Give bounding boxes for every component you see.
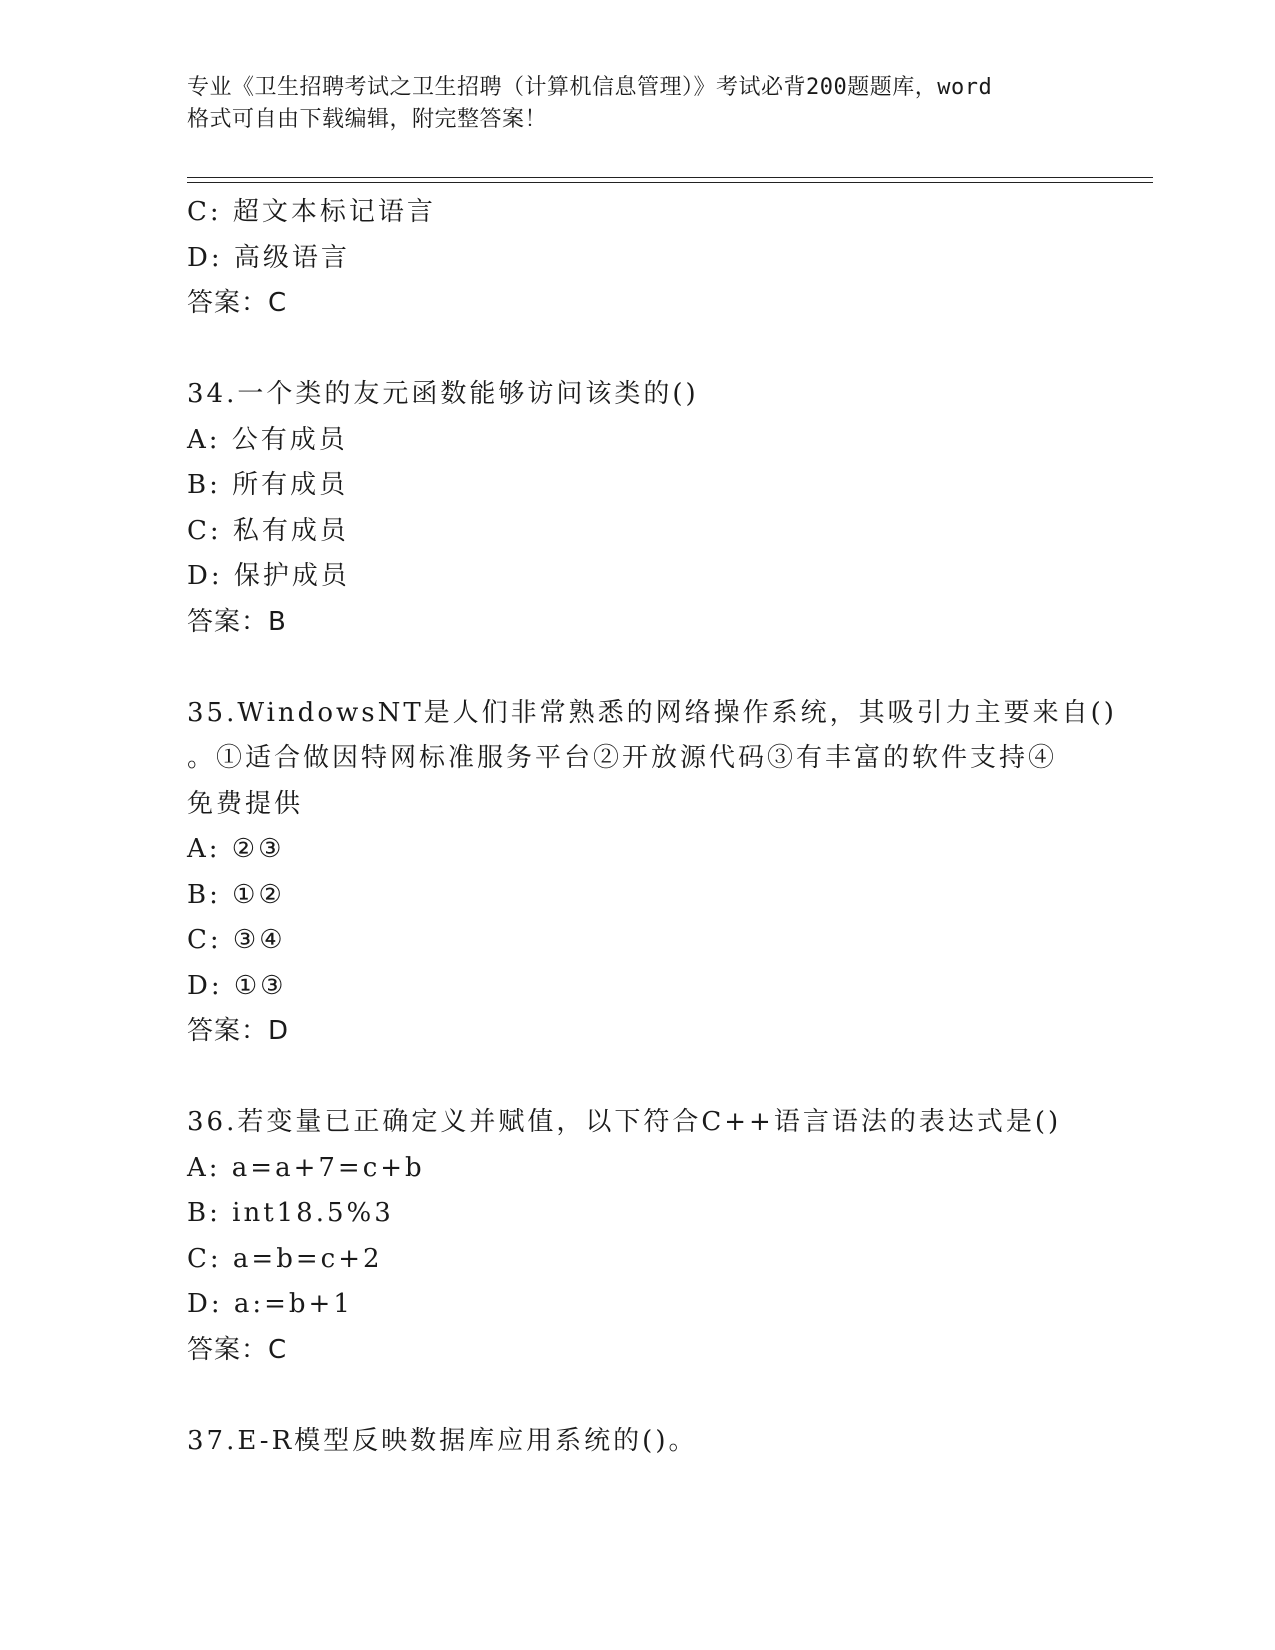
option-c: C: 私有成员 (187, 515, 349, 546)
question-stem: 37.E-R模型反映数据库应用系统的()。 (187, 1425, 698, 1456)
option-b: B: 所有成员 (187, 470, 349, 500)
option-d: D: 保护成员 (187, 561, 350, 591)
question-stem: 36.若变量已正确定义并赋值，以下符合C++语言语法的表达式是() (187, 1107, 1062, 1137)
question-stem-line-1: 35.WindowsNT是人们非常熟悉的网络操作系统，其吸引力主要来自() (187, 697, 1117, 728)
answer-label: 答案：D (187, 1016, 290, 1046)
question-36 (187, 1100, 1087, 1373)
spacer (187, 1055, 1087, 1101)
option-a: A: a=a+7=c+b (187, 1152, 425, 1183)
question-37 (187, 1419, 1087, 1465)
answer-label: 答案：C (187, 288, 288, 318)
option-c: C: a=b=c+2 (187, 1243, 383, 1274)
spacer (187, 1373, 1087, 1419)
option-b: B: int18.5%3 (187, 1198, 394, 1228)
option-a: A: 公有成员 (187, 424, 348, 455)
header-rule-bottom (187, 182, 1153, 183)
option-c: C: ③④ (187, 925, 286, 955)
option-d: D: ①③ (187, 970, 287, 1001)
option-b: B: ①② (187, 879, 285, 910)
question-stem: 34.一个类的友元函数能够访问该类的() (187, 379, 699, 409)
header-rule-top (187, 177, 1153, 178)
question-stem-line-3: 免费提供 (187, 788, 304, 819)
option-d: D: a:=b+1 (187, 1289, 353, 1319)
option-c: C: 超文本标记语言 (187, 197, 436, 227)
spacer (187, 645, 1087, 691)
header-title-line-1: 专业《卫生招聘考试之卫生招聘（计算机信息管理）》考试必背200题题库，word (187, 75, 993, 100)
header-title-line-2: 格式可自由下载编辑，附完整答案！ (187, 107, 548, 132)
document-header (187, 72, 1087, 136)
question-33-tail (187, 190, 1087, 327)
question-stem-line-2: 。①适合做因特网标准服务平台②开放源代码③有丰富的软件支持④ (187, 743, 1058, 773)
answer-label: 答案：C (187, 1334, 288, 1365)
option-a: A: ②③ (187, 834, 285, 864)
question-35 (187, 691, 1117, 1055)
answer-label: 答案：B (187, 606, 287, 637)
question-34 (187, 372, 1087, 645)
spacer (187, 327, 1087, 373)
option-d: D: 高级语言 (187, 242, 350, 273)
question-list (187, 190, 1117, 1464)
